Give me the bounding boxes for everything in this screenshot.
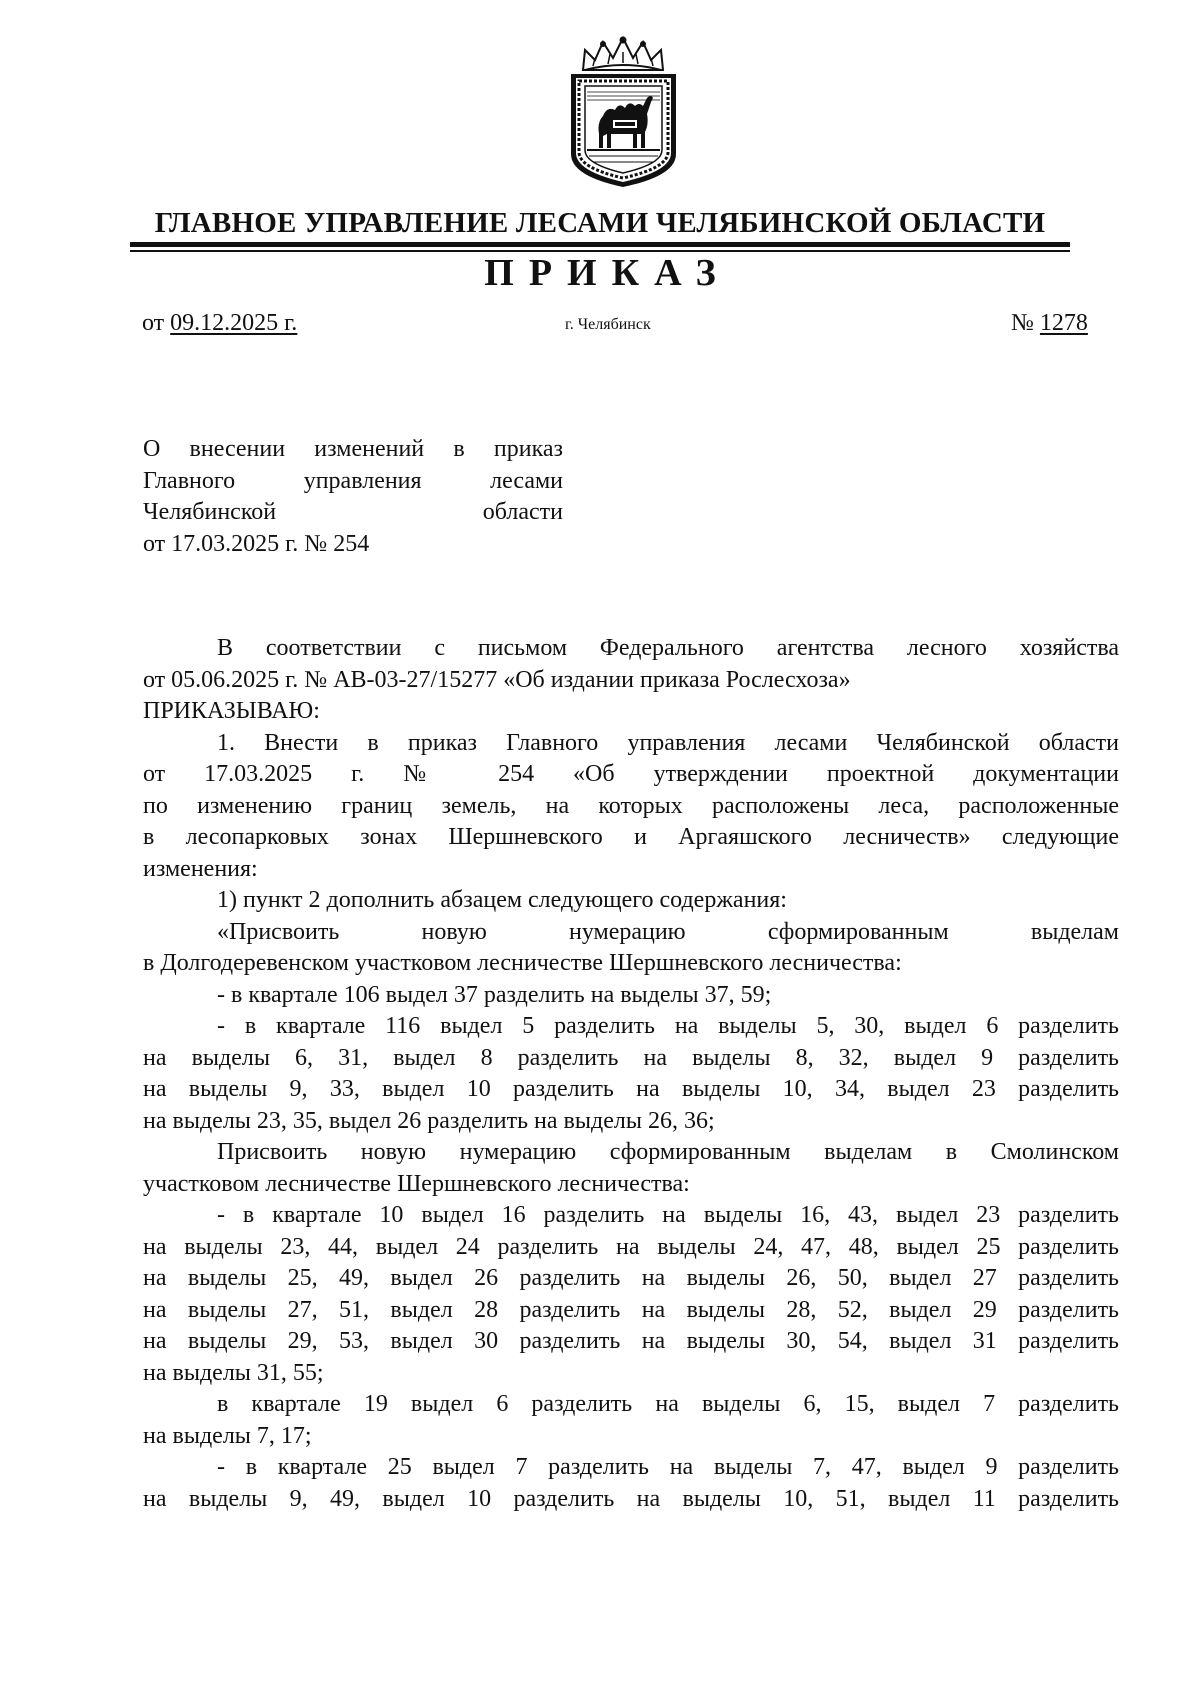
order-date — [142, 310, 297, 337]
body-line: изменения: — [143, 855, 258, 882]
body-line: по изменению границ земель, на которых расположены леса, расположенные — [143, 792, 1119, 819]
body-line: от 05.06.2025 г. № АВ-03-27/15277 «Об издании приказа Рослесхоза» — [143, 666, 851, 693]
body-line: на выделы 6, 31, выдел 8 разделить на выделы 8, 32, выдел 9 разделить — [143, 1044, 1119, 1071]
subject-line: О внесении изменений в приказ — [143, 436, 563, 462]
body-line: Присвоить новую нумерацию сформированным выделам в Смолинском — [217, 1139, 1119, 1165]
body-line: 1. Внести в приказ Главного управления лесами Челябинской области — [217, 729, 1119, 756]
header-rule-thick — [130, 242, 1070, 247]
body-line: 1) пункт 2 дополнить абзацем следующего содержания: — [217, 887, 787, 913]
body-line: в лесопарковых зонах Шершневского и Аргаяшского лесничеств» следующие — [143, 824, 1119, 850]
body-line: на выделы 7, 17; — [143, 1422, 312, 1449]
subject-line: от 17.03.2025 г. № 254 — [143, 530, 370, 557]
body-line: В соответствии с письмом Федерального агентства лесного хозяйства — [217, 635, 1119, 661]
body-line: на выделы 9, 33, выдел 10 разделить на выделы 10, 34, выдел 23 разделить — [143, 1076, 1119, 1102]
body-line: ПРИКАЗЫВАЮ: — [143, 698, 320, 724]
body-line: от 17.03.2025 г. № 254 «Об утверждении проектной документации — [143, 761, 1119, 787]
order-body — [143, 633, 1119, 1515]
date-prefix: от — [142, 310, 165, 336]
body-line: - в квартале 106 выдел 37 разделить на выделы 37, 59; — [217, 981, 772, 1008]
body-line: в квартале 19 выдел 6 разделить на выделы 6, 15, выдел 7 разделить — [217, 1391, 1119, 1417]
body-line: в Долгодеревенском участковом лесничестве Шершневского лесничества: — [143, 950, 902, 976]
document-type: ПРИКАЗ — [484, 252, 731, 294]
order-number — [1011, 310, 1088, 337]
order-city: г. Челябинск — [565, 316, 651, 333]
subject-line: Главного управления лесами — [143, 467, 563, 494]
body-line: на выделы 23, 44, выдел 24 разделить на выделы 24, 47, 48, выдел 25 разделить — [143, 1233, 1119, 1260]
body-line: - в квартале 25 выдел 7 разделить на выделы 7, 47, выдел 9 разделить — [217, 1454, 1119, 1480]
body-line: на выделы 25, 49, выдел 26 разделить на выделы 26, 50, выдел 27 разделить — [143, 1265, 1119, 1291]
body-line: - в квартале 116 выдел 5 разделить на выделы 5, 30, выдел 6 разделить — [217, 1013, 1119, 1039]
body-line: на выделы 9, 49, выдел 10 разделить на выделы 10, 51, выдел 11 разделить — [143, 1485, 1119, 1512]
body-line: на выделы 23, 35, выдел 26 разделить на выделы 26, 36; — [143, 1107, 715, 1134]
body-line: - в квартале 10 выдел 16 разделить на выделы 16, 43, выдел 23 разделить — [217, 1202, 1119, 1228]
body-line: «Присвоить новую нумерацию сформированным выделам — [217, 918, 1119, 945]
body-line: на выделы 29, 53, выдел 30 разделить на выделы 30, 54, выдел 31 разделить — [143, 1328, 1119, 1354]
body-line: на выделы 27, 51, выдел 28 разделить на выделы 28, 52, выдел 29 разделить — [143, 1296, 1119, 1323]
body-line: на выделы 31, 55; — [143, 1359, 324, 1386]
number-value: 1278 — [1039, 310, 1088, 336]
subject-line: Челябинской области — [143, 499, 563, 525]
number-prefix: № — [1011, 310, 1034, 336]
order-subject — [143, 434, 563, 560]
date-value: 09.12.2025 г. — [170, 310, 298, 336]
coat-of-arms-emblem — [563, 36, 684, 189]
organization-name: ГЛАВНОЕ УПРАВЛЕНИЕ ЛЕСАМИ ЧЕЛЯБИНСКОЙ ОБЛАСТИ — [154, 207, 1046, 239]
body-line: участковом лесничестве Шершневского лесничества: — [143, 1170, 690, 1197]
